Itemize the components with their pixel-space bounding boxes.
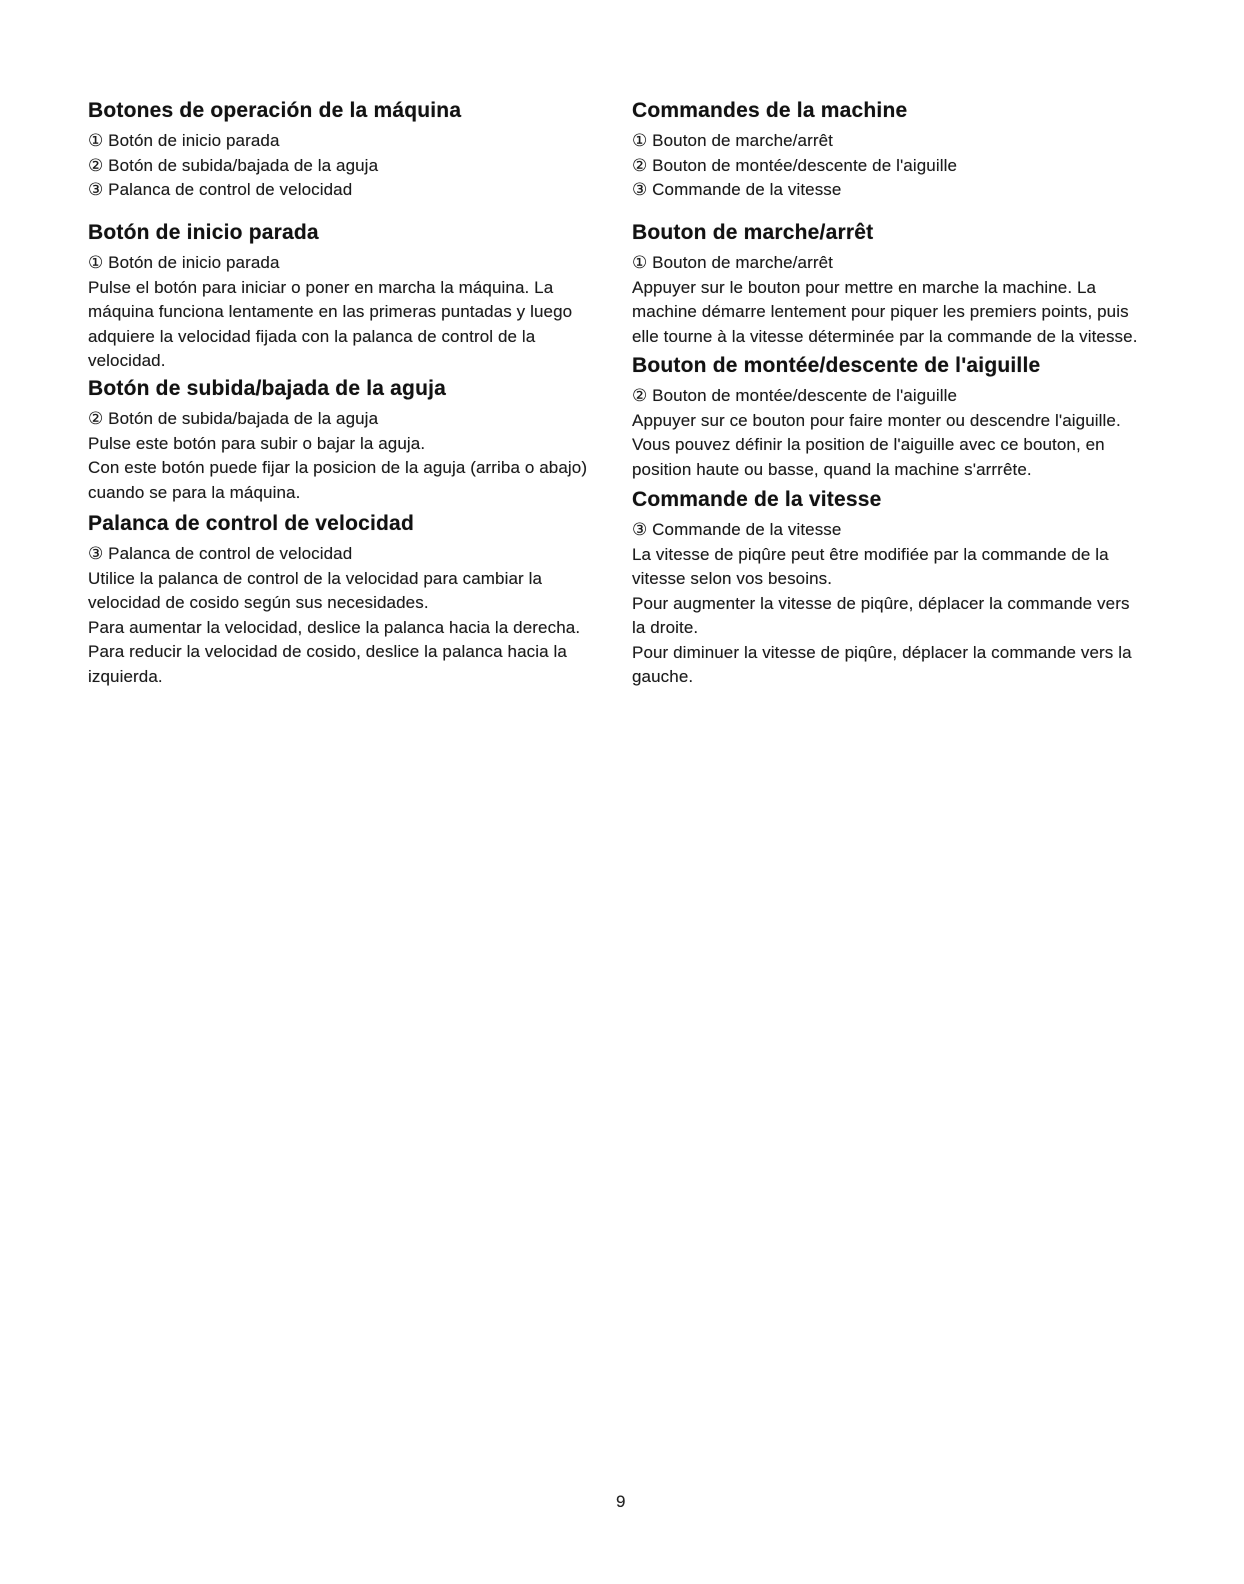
text-line: la droite. xyxy=(632,618,699,637)
text-line: position haute ou basse, quand la machine s'arrrête. xyxy=(632,459,1032,479)
section-body xyxy=(88,542,633,689)
text-line: Pour diminuer la vitesse de piqûre, déplacer la commande vers la xyxy=(632,642,1132,662)
text-line: ① Botón de inicio parada xyxy=(88,253,280,272)
text-line: Appuyer sur ce bouton pour faire monter ou descendre l'aiguille. xyxy=(632,410,1121,430)
text-line: Utilice la palanca de control de la velocidad para cambiar la xyxy=(88,568,543,588)
text-line: ② Bouton de montée/descente de l'aiguille xyxy=(632,386,958,405)
text-line: velocidad. xyxy=(88,351,166,370)
section-boton-inicio-parada xyxy=(88,220,633,374)
section-body xyxy=(632,384,1177,482)
text-line: Pour augmenter la vitesse de piqûre, déplacer la commande vers xyxy=(632,593,1130,613)
text-line: Appuyer sur le bouton pour mettre en marche la machine. La xyxy=(632,277,1097,297)
section-heading: Botón de subida/bajada de la aguja xyxy=(88,377,447,400)
text-line: ① Bouton de marche/arrêt xyxy=(632,131,833,150)
section-body xyxy=(632,518,1177,690)
page-number: 9 xyxy=(616,1492,626,1511)
text-line: elle tourne à la vitesse déterminée par la commande de la vitesse. xyxy=(632,326,1138,346)
text-line: machine démarre lentement pour piquer les premiers points, puis xyxy=(632,302,1129,321)
text-line: Con este botón puede fijar la posicion de la aguja (arriba o abajo) xyxy=(88,458,588,477)
section-boton-subida-bajada xyxy=(88,376,633,505)
text-line: ③ Palanca de control de velocidad xyxy=(88,180,353,199)
section-heading: Botones de operación de la máquina xyxy=(88,99,462,122)
section-palanca-control-velocidad xyxy=(88,511,633,689)
text-line: ① Bouton de marche/arrêt xyxy=(632,253,833,272)
section-body xyxy=(88,407,633,505)
text-line: máquina funciona lentamente en las primeras puntadas y luego xyxy=(88,302,573,321)
section-body xyxy=(88,129,633,203)
text-line: izquierda. xyxy=(88,666,163,686)
text-line: Para aumentar la velocidad, deslice la palanca hacia la derecha. xyxy=(88,617,581,637)
text-line: velocidad de cosido según sus necesidades. xyxy=(88,593,429,612)
text-line: ① Botón de inicio parada xyxy=(88,131,280,150)
section-body xyxy=(632,251,1177,349)
text-line: ② Botón de subida/bajada de la aguja xyxy=(88,155,379,175)
text-line: gauche. xyxy=(632,667,694,686)
section-heading: Bouton de montée/descente de l'aiguille xyxy=(632,354,1041,377)
text-line: ② Bouton de montée/descente de l'aiguille xyxy=(632,155,958,175)
text-line: ③ Palanca de control de velocidad xyxy=(88,544,353,563)
section-body xyxy=(88,251,633,374)
section-heading: Bouton de marche/arrêt xyxy=(632,221,874,244)
section-heading: Commande de la vitesse xyxy=(632,488,882,511)
text-line: La vitesse de piqûre peut être modifiée par la commande de la xyxy=(632,544,1109,564)
section-body xyxy=(632,129,1177,203)
section-heading: Palanca de control de velocidad xyxy=(88,512,414,535)
section-commande-vitesse xyxy=(632,487,1177,690)
text-line: ③ Commande de la vitesse xyxy=(632,520,842,539)
section-heading: Botón de inicio parada xyxy=(88,221,319,244)
text-line: ② Botón de subida/bajada de la aguja xyxy=(88,409,379,428)
text-line: Para reducir la velocidad de cosido, deslice la palanca hacia la xyxy=(88,642,567,661)
text-line: Pulse el botón para iniciar o poner en marcha la máquina. La xyxy=(88,277,554,297)
text-line: Pulse este botón para subir o bajar la aguja. xyxy=(88,433,426,453)
text-line: Vous pouvez définir la position de l'aiguille avec ce bouton, en xyxy=(632,435,1105,454)
section-bouton-montee-descente xyxy=(632,353,1177,482)
section-heading: Commandes de la machine xyxy=(632,99,908,122)
text-line: vitesse selon vos besoins. xyxy=(632,569,833,588)
text-line: adquiere la velocidad fijada con la palanca de control de la xyxy=(88,326,536,346)
section-botones-operacion xyxy=(88,98,633,203)
section-bouton-marche-arret xyxy=(632,220,1177,349)
section-commandes-machine xyxy=(632,98,1177,203)
text-line: ③ Commande de la vitesse xyxy=(632,180,842,199)
text-line: cuando se para la máquina. xyxy=(88,482,301,502)
